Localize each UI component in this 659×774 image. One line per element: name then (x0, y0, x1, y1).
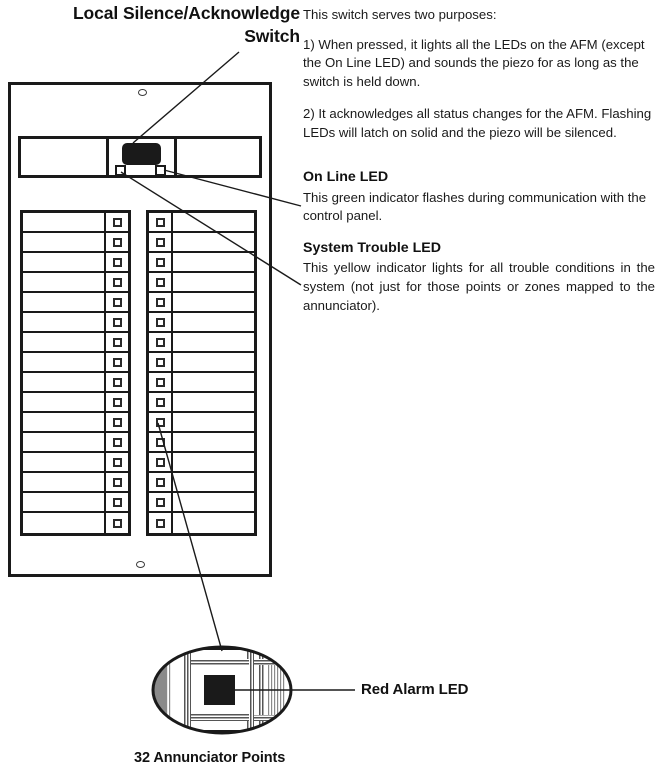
led-indicator-icon (149, 473, 173, 491)
switch-strip-center-cell (109, 139, 177, 175)
switch-strip-label-right (177, 139, 259, 175)
annunciator-point-row (149, 413, 254, 433)
red-alarm-led (113, 519, 122, 528)
led-indicator-icon (149, 393, 173, 411)
red-alarm-led (156, 278, 165, 287)
annunciator-point-row (149, 313, 254, 333)
led-indicator-icon (149, 213, 173, 231)
annunciator-point-row (23, 413, 128, 433)
red-alarm-led (156, 478, 165, 487)
annunciator-point-label-slot (173, 293, 254, 311)
red-alarm-led (156, 258, 165, 267)
red-alarm-led-label: Red Alarm LED (361, 681, 469, 698)
led-indicator-icon (104, 293, 128, 311)
annunciator-point-row (149, 513, 254, 533)
annunciator-point-row (23, 313, 128, 333)
red-alarm-led-magnified (204, 675, 235, 705)
annunciator-point-label-slot (173, 233, 254, 251)
led-indicator-icon (104, 473, 128, 491)
led-indicator-icon (104, 233, 128, 251)
annunciator-point-row (149, 473, 254, 493)
annunciator-point-row (23, 353, 128, 373)
red-alarm-led (156, 358, 165, 367)
led-indicator-icon (149, 433, 173, 451)
annunciator-point-label-slot (23, 333, 104, 351)
led-indicator-icon (104, 273, 128, 291)
annunciator-point-label-slot (23, 373, 104, 391)
annunciator-point-row (23, 333, 128, 353)
annunciator-point-row (149, 353, 254, 373)
annunciator-point-row (23, 233, 128, 253)
on-line-led-body: This green indicator flashes during communication with the control panel. (303, 189, 647, 224)
annunciator-point-row (23, 213, 128, 233)
red-alarm-led (113, 218, 122, 227)
annunciator-point-label-slot (173, 373, 254, 391)
local-silence-acknowledge-switch[interactable] (122, 143, 161, 165)
red-alarm-led (156, 398, 165, 407)
switch-strip-label-left (21, 139, 109, 175)
led-indicator-icon (149, 493, 173, 511)
red-alarm-led (156, 458, 165, 467)
annunciator-point-label-slot (23, 453, 104, 471)
annunciator-point-row (23, 293, 128, 313)
annunciator-point-label-slot (173, 513, 254, 533)
red-alarm-led (156, 438, 165, 447)
red-alarm-led (113, 418, 122, 427)
annunciator-point-label-slot (173, 333, 254, 351)
led-indicator-icon (149, 333, 173, 351)
led-indicator-icon (104, 393, 128, 411)
red-alarm-led (156, 318, 165, 327)
annunciator-point-row (149, 293, 254, 313)
led-indicator-icon (149, 353, 173, 371)
on-line-led (155, 165, 166, 176)
annunciator-point-label-slot (173, 253, 254, 271)
annunciator-point-row (149, 233, 254, 253)
annunciator-point-label-slot (173, 433, 254, 451)
annunciator-point-row (149, 373, 254, 393)
annunciator-point-row (23, 273, 128, 293)
annunciator-point-label-slot (173, 213, 254, 231)
annunciator-point-row (23, 253, 128, 273)
led-indicator-icon (104, 373, 128, 391)
notes-intro: This switch serves two purposes: (303, 7, 497, 22)
annunciator-point-label-slot (23, 513, 104, 533)
annunciator-point-label-slot (173, 413, 254, 431)
annunciator-point-label-slot (173, 493, 254, 511)
annunciator-point-row (149, 333, 254, 353)
red-alarm-led (113, 258, 122, 267)
led-indicator-icon (104, 493, 128, 511)
red-alarm-led (113, 478, 122, 487)
annunciator-point-label-slot (23, 493, 104, 511)
annunciator-point-label-slot (173, 313, 254, 331)
annunciator-point-row (149, 453, 254, 473)
annunciator-point-label-slot (23, 293, 104, 311)
red-alarm-led (156, 298, 165, 307)
red-alarm-led (156, 238, 165, 247)
annunciator-point-row (149, 253, 254, 273)
annunciator-point-row (149, 213, 254, 233)
red-alarm-led (156, 338, 165, 347)
led-indicator-icon (104, 333, 128, 351)
annunciator-point-label-slot (23, 313, 104, 331)
annunciator-point-label-slot (23, 253, 104, 271)
annunciator-point-row (23, 373, 128, 393)
notes-item-1: 1) When pressed, it lights all the LEDs on the AFM (except the On Line LED) and sounds the piezo for as long as the switch is held down. (303, 36, 645, 90)
notes-spacer-2 (303, 226, 655, 238)
red-alarm-led (113, 378, 122, 387)
red-alarm-led (113, 498, 122, 507)
annunciator-point-label-slot (23, 413, 104, 431)
red-alarm-led (156, 218, 165, 227)
red-alarm-led (113, 398, 122, 407)
annunciator-points-caption: 32 Annunciator Points (134, 750, 286, 766)
red-alarm-led (156, 498, 165, 507)
notes-item-2: 2) It acknowledges all status changes for the AFM. Flashing LEDs will latch on solid and the piezo will be silenced. (303, 105, 652, 140)
page-title (14, 2, 300, 48)
annunciator-point-label-slot (23, 233, 104, 251)
switch-strip (18, 136, 262, 178)
led-indicator-icon (149, 413, 173, 431)
annunciator-points-column-right (146, 210, 257, 536)
system-trouble-led-body: This yellow indicator lights for all trouble conditions in the system (not just for those points or zones mapped to the annunciator). (303, 260, 655, 313)
annunciator-point-label-slot (23, 473, 104, 491)
annunciator-point-row (23, 493, 128, 513)
annunciator-point-label-slot (23, 433, 104, 451)
annunciator-point-row (149, 433, 254, 453)
red-alarm-led (156, 418, 165, 427)
led-indicator-icon (149, 313, 173, 331)
annunciator-points-column-left (20, 210, 131, 536)
led-indicator-icon (149, 253, 173, 271)
on-line-led-heading: On Line LED (303, 169, 389, 186)
red-alarm-led (113, 298, 122, 307)
annunciator-point-row (23, 513, 128, 533)
annunciator-point-row (149, 493, 254, 513)
red-alarm-led (113, 358, 122, 367)
led-indicator-icon (104, 353, 128, 371)
led-indicator-icon (149, 293, 173, 311)
annunciator-point-label-slot (173, 473, 254, 491)
red-alarm-led (113, 438, 122, 447)
red-alarm-led (113, 338, 122, 347)
system-trouble-led-heading: System Trouble LED (303, 240, 441, 257)
led-indicator-icon (149, 513, 173, 533)
red-alarm-led (156, 519, 165, 528)
red-alarm-led (113, 458, 122, 467)
red-alarm-led (113, 278, 122, 287)
page-title-line1: Local Silence/Acknowledge (72, 3, 300, 23)
led-indicator-icon (104, 513, 128, 533)
annunciator-point-label-slot (23, 393, 104, 411)
magnifier-oval-icon (151, 645, 293, 735)
red-alarm-led (113, 318, 122, 327)
annunciator-point-row (149, 393, 254, 413)
led-indicator-icon (104, 433, 128, 451)
annunciator-point-label-slot (173, 453, 254, 471)
led-indicator-icon (104, 313, 128, 331)
annunciator-point-row (149, 273, 254, 293)
annunciator-point-row (23, 473, 128, 493)
notes-spacer-1 (303, 155, 655, 167)
red-alarm-led (156, 378, 165, 387)
annunciator-point-row (23, 453, 128, 473)
annunciator-point-label-slot (173, 273, 254, 291)
led-indicator-icon (104, 213, 128, 231)
annunciator-point-label-slot (23, 213, 104, 231)
led-indicator-icon (104, 453, 128, 471)
explanatory-notes (303, 6, 655, 315)
led-indicator-icon (149, 233, 173, 251)
led-indicator-icon (149, 453, 173, 471)
annunciator-point-row (23, 433, 128, 453)
led-indicator-icon (149, 273, 173, 291)
screw-hole-icon (136, 561, 145, 568)
annunciator-point-label-slot (23, 353, 104, 371)
red-alarm-led (113, 238, 122, 247)
led-indicator-icon (104, 413, 128, 431)
annunciator-point-row (23, 393, 128, 413)
screw-hole-icon (138, 89, 147, 96)
led-indicator-icon (104, 253, 128, 271)
annunciator-point-label-slot (173, 393, 254, 411)
annunciator-point-label-slot (173, 353, 254, 371)
page-title-line2: Switch (244, 25, 300, 46)
annunciator-point-label-slot (23, 273, 104, 291)
system-trouble-led (115, 165, 126, 176)
led-indicator-icon (149, 373, 173, 391)
